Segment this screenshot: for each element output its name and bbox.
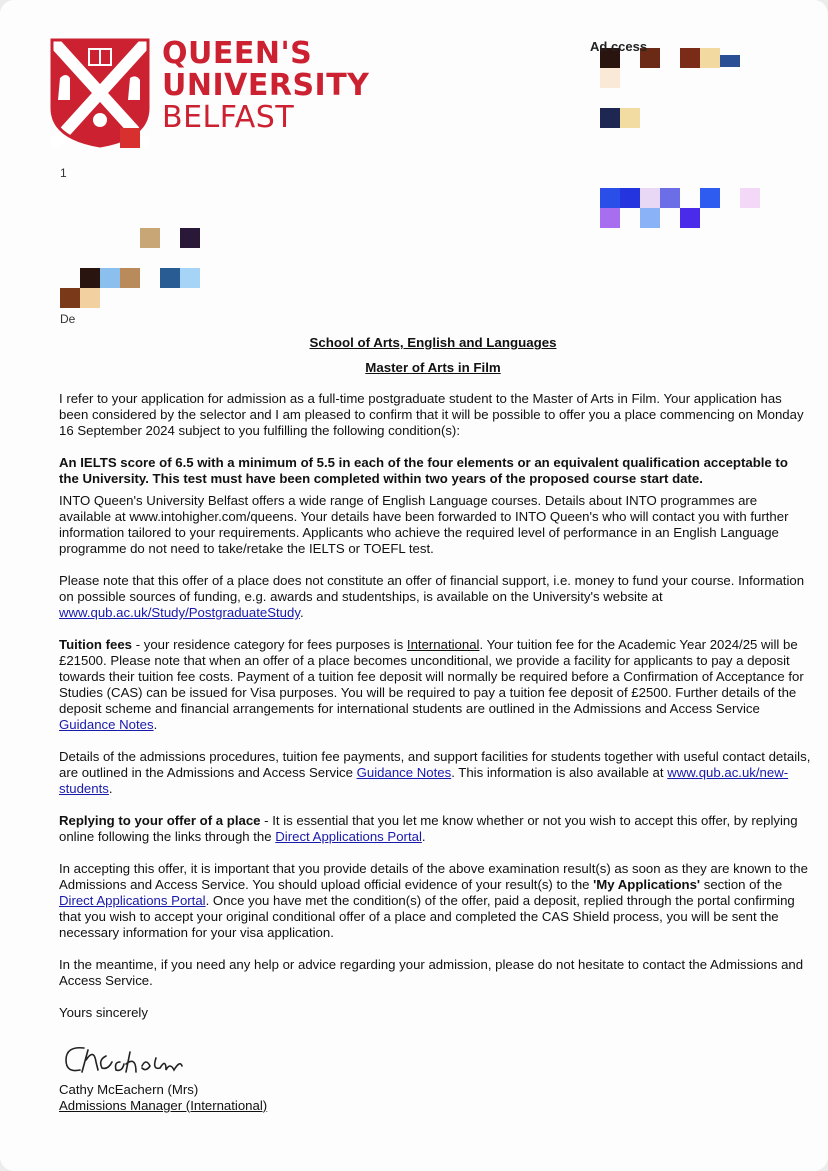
funding-paragraph <box>59 573 811 621</box>
details-paragraph <box>59 749 811 797</box>
accept-text-c: . Once you have met the condition(s) of the offer, paid a deposit, replied through the portal confirming that you wish to accept your original conditional offer of a place and completed the CAS Shield process, you will be sent the necessary information for your visa application. <box>59 893 795 940</box>
address-heading-fragment: Ad ccess <box>590 39 648 54</box>
condition-paragraph: An IELTS score of 6.5 with a minimum of 5.5 in each of the four elements or an equivalent qualification acceptable to the University. This test must have been completed within two years of the proposed course start date. <box>59 455 788 486</box>
handwritten-signature <box>62 1040 212 1080</box>
accepting-paragraph <box>59 861 811 941</box>
date-fragment: De <box>60 312 76 326</box>
funding-text: Please note that this offer of a place does not constitute an offer of financial support, i.e. money to fund your course. Information on possible sources of funding, e.g. awards and studentships, is available on the University's website at <box>59 573 805 604</box>
my-applications-label: 'My Applications' <box>593 877 701 892</box>
guidance-notes-link[interactable]: Guidance Notes <box>59 717 154 732</box>
reply-paragraph <box>59 813 811 845</box>
qub-logo <box>50 36 370 148</box>
tuition-text-a: - your residence category for fees purposes is <box>132 637 407 652</box>
new-students-link[interactable]: www.qub.ac.uk/new-students <box>59 765 789 796</box>
tuition-end: . <box>153 717 158 732</box>
closing-line: Yours sincerely <box>59 1005 148 1020</box>
signatory-title: Admissions Manager (International) <box>59 1098 268 1113</box>
logo-line-queens: QUEEN'S <box>162 36 313 71</box>
reference-fragment: 1 <box>60 166 67 180</box>
university-name <box>162 38 369 134</box>
postgraduate-study-link[interactable]: www.qub.ac.uk/Study/PostgraduateStudy <box>59 605 300 620</box>
programme-heading: Master of Arts in Film <box>365 360 501 375</box>
accept-text-a: In accepting this offer, it is important that you provide details of the above examination result(s) as soon as they are known to the Admissions and Access Service. You should upload official evidence of your result(s) to the <box>59 861 808 892</box>
guidance-notes-link-2[interactable]: Guidance Notes <box>356 765 452 780</box>
residence-category: International <box>406 637 480 652</box>
intro-paragraph: I refer to your application for admission as a full-time postgraduate student to the Master of Arts in Film. Your application has been considered by the selector and I am pleased to confirm that it will be possible to offer you a place commencing on Monday 16 September 2024 subject to you fulfilling the following condition(s): <box>59 391 804 438</box>
tuition-text-b: . Your tuition fee for the Academic Year 2024/25 will be £21500. Please note that when an offer of a place becomes unconditional, we provide a facility for applicants to pay a deposit towards their tuition fee costs. Payment of a tuition fee deposit will normally be required before a Confirmation of Acceptance for Studies (CAS) can be issued for Visa purposes. You will be required to pay a tuition fee deposit of £2500. Further details of the deposit scheme and financial arrangements for international students are outlined in the Admissions and Access Service <box>59 637 804 716</box>
funding-end: . <box>299 605 304 620</box>
tuition-paragraph <box>59 637 811 733</box>
letter-body <box>59 391 811 1037</box>
details-end: . <box>108 781 113 796</box>
reply-text: - It is essential that you let me know whether or not you wish to accept this offer, by replying online following the links through the <box>59 813 798 844</box>
direct-applications-portal-link[interactable]: Direct Applications Portal <box>275 829 422 844</box>
signatory-name: Cathy McEachern (Mrs) <box>59 1082 199 1097</box>
signatory-block <box>59 1082 267 1114</box>
tuition-label: Tuition fees <box>59 637 133 652</box>
logo-line-university: UNIVERSITY <box>162 68 370 103</box>
meantime-paragraph: In the meantime, if you need any help or advice regarding your admission, please do not hesitate to contact the Admissions and Access Service. <box>59 957 804 988</box>
accept-text-b: section of the <box>700 877 783 892</box>
logo-line-belfast: BELFAST <box>162 100 295 135</box>
details-text-a: Details of the admissions procedures, tuition fee payments, and support facilities for students together with useful contact details, are outlined in the Admissions and Access Service <box>59 749 811 780</box>
direct-applications-portal-link-2[interactable]: Direct Applications Portal <box>59 893 206 908</box>
into-paragraph: INTO Queen's University Belfast offers a wide range of English Language courses. Details about INTO programmes are available at www.intohigher.com/queens. Your details have been forwarded to INTO Queen's who will contact you with further information tailored to your requirements. Applicants who achieve the required level of performance in an English Language programme do not need to take/retake the IELTS or TOEFL test. <box>59 493 789 556</box>
details-text-b: . This information is also available at <box>451 765 668 780</box>
reply-label: Replying to your offer of a place <box>59 813 261 828</box>
school-heading: School of Arts, English and Languages <box>309 335 557 350</box>
reply-end: . <box>421 829 426 844</box>
